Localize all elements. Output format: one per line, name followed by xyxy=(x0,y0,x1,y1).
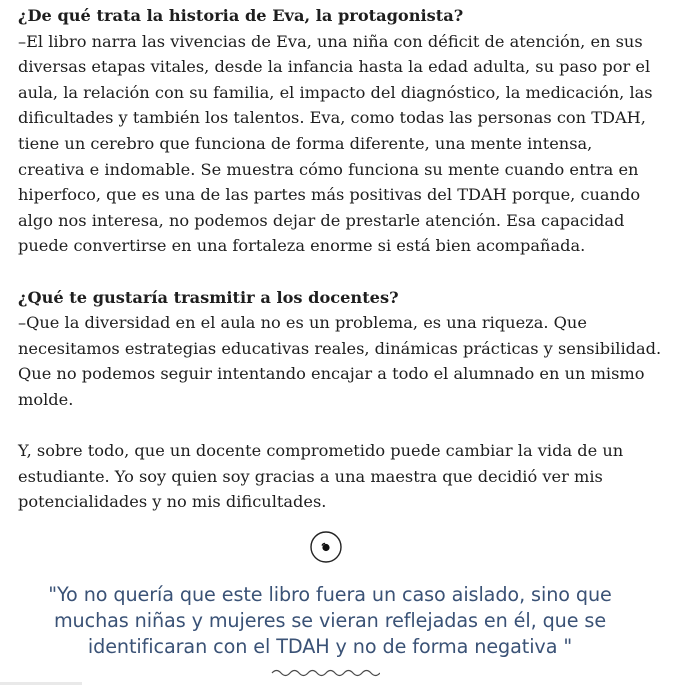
article-body xyxy=(18,3,668,515)
eye-dot-icon xyxy=(309,530,343,564)
pull-quote xyxy=(20,582,640,660)
question-heading: ¿De qué trata la historia de Eva, la protagonista? xyxy=(18,6,464,25)
answer-line: dificultades y también los talentos. Eva, como todas las personas con TDAH, xyxy=(18,108,646,128)
answer-line: algo nos interesa, no podemos dejar de prestarle atención. Esa capacidad xyxy=(18,210,625,230)
answer-line: hiperfoco, que es una de las partes más positivas del TDAH porque, cuando xyxy=(18,185,641,205)
paragraph-gap xyxy=(18,413,668,439)
answer-line: estudiante. Yo soy quien soy gracias a una maestra que decidió ver mis xyxy=(18,466,603,486)
question-heading: ¿Qué te gustaría trasmitir a los docentes? xyxy=(18,287,399,307)
answer-line: Que no podemos seguir intentando encajar a todo el alumnado en un mismo xyxy=(18,364,645,384)
answer-line: creativa e indomable. Se muestra cómo funciona su mente cuando entra en xyxy=(18,159,639,179)
pull-quote-line: "Yo no quería que este libro fuera un caso aislado, sino que xyxy=(48,583,612,606)
answer-line: Y, sobre todo, que un docente comprometido puede cambiar la vida de un xyxy=(18,441,624,461)
answer-line: puede convertirse en una fortaleza enorme si está bien acompañada. xyxy=(18,236,586,256)
answer-line: –Que la diversidad en el aula no es un problema, es una riqueza. Que xyxy=(18,313,587,333)
answer-line: molde. xyxy=(18,389,74,409)
pull-quote-line: muchas niñas y mujeres se vieran reflejadas en él, que se xyxy=(53,609,607,632)
answer-line: diversas etapas vitales, desde la infancia hasta la edad adulta, su paso por el xyxy=(18,57,651,77)
answer-line: –El libro narra las vivencias de Eva, una niña con déficit de atención, en sus xyxy=(18,31,643,51)
answer-line: tiene un cerebro que funciona de forma diferente, una mente intensa, xyxy=(18,133,593,153)
answer-line: potencialidades y no mis dificultades. xyxy=(18,492,327,512)
pull-quote-line: identificaran con el TDAH y no de forma negativa " xyxy=(87,635,573,658)
answer-line: aula, la relación con su familia, el impacto del diagnóstico, la medicación, las xyxy=(18,82,653,102)
paragraph-gap xyxy=(18,259,668,285)
answer-line: necesitamos estrategias educativas reales, dinámicas prácticas y sensibilidad. xyxy=(18,338,662,358)
wavy-underline-icon xyxy=(270,668,380,678)
